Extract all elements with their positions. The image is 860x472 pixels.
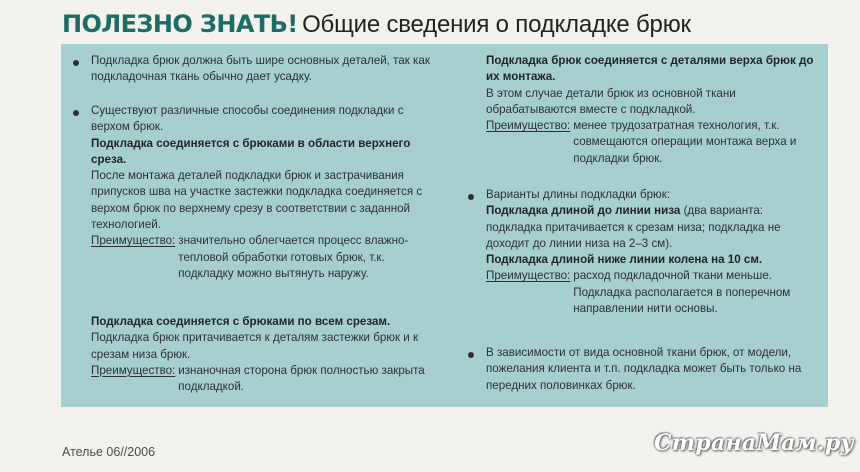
title-text: Общие сведения о подкладке брюк <box>302 11 691 38</box>
bullet-lining-width <box>91 53 437 86</box>
bullet-text: Существуют различные способы соединения подкладки с верхом брюк. <box>91 104 404 134</box>
method-title: Подкладка соединяется с брюками по всем срезам. <box>91 315 391 328</box>
bullet-marker <box>468 352 474 358</box>
method-before-assembly <box>486 53 820 167</box>
advantage-row <box>486 268 820 317</box>
bullet-lining-length <box>486 187 820 317</box>
advantage-text: изнаночная сторона брюк полностью закрыта подкладкой. <box>178 363 425 394</box>
method-body: После монтажа деталей подкладки брюк и застрачивания припусков шва на участке застежки подкладка соединяется с верхом брюк по верхнему срезу в соответствии с заданной технологией. <box>91 169 423 232</box>
method-title: Подкладка брюк соединяется с деталями верха брюк до их монтажа. <box>486 54 814 84</box>
bullet-marker <box>73 110 79 116</box>
advantage-label: Преимущество: <box>486 269 571 283</box>
bullet-text: В зависимости от вида основной ткани брюк, от модели, пожелания клиента и т.п. подкладка может быть только на передних половинках брюк. <box>486 346 802 392</box>
method-all-edges <box>91 314 437 395</box>
advantage-label: Преимущество: <box>486 119 571 133</box>
advantage-row <box>486 118 820 167</box>
length-option-title: Подкладка длиной ниже линии колена на 10 см. <box>486 253 763 267</box>
method-title: Подкладка соединяется с брюками в области верхнего среза. <box>91 136 411 166</box>
magazine-footer: Ателье 06//2006 <box>62 445 156 459</box>
title-highlight: ПОЛЕЗНО ЗНАТЬ! <box>62 10 298 38</box>
bullet-front-only <box>486 345 820 394</box>
site-watermark: СтранаМам.ру <box>653 430 854 456</box>
method-body: В этом случае детали брюк из основной ткани обрабатываются вместе с подкладкой. <box>486 86 736 116</box>
advantage-label: Преимущество: <box>91 363 176 377</box>
length-option-text: (два варианта: подкладка притачивается к срезам низа; подкладка не доходит до линии низа на 2–3 см). <box>486 204 781 250</box>
advantage-row <box>91 233 437 282</box>
page-title <box>62 8 691 44</box>
bullet-joining-methods <box>91 103 437 282</box>
advantage-row <box>91 363 437 396</box>
bullet-text: Варианты длины подкладки брюк: <box>486 188 671 201</box>
advantage-text: значительно облегчается процесс влажно-тепловой обработки готовых брюк, т.к. подкладку можно вытянуть наружу. <box>178 234 409 280</box>
bullet-marker <box>468 194 474 200</box>
advantage-label: Преимущество: <box>91 234 176 248</box>
advantage-text: расход подкладочной ткани меньше. Подкладка располагается в поперечном направлении нити основы. <box>573 269 791 316</box>
info-panel <box>61 44 828 407</box>
bullet-text: Подкладка брюк должна быть шире основных деталей, так как подкладочная ткань обычно дает усадку. <box>91 54 430 84</box>
bullet-marker <box>73 60 79 66</box>
length-option-title: Подкладка длиной до линии низа <box>486 204 681 218</box>
method-body: Подкладка брюк притачивается к деталям застежки брюк и к срезам низа брюк. <box>91 331 419 361</box>
advantage-text: менее трудозатратная технология, т.к. совмещаются операции монтажа верха и подкладки брюк. <box>573 119 797 165</box>
